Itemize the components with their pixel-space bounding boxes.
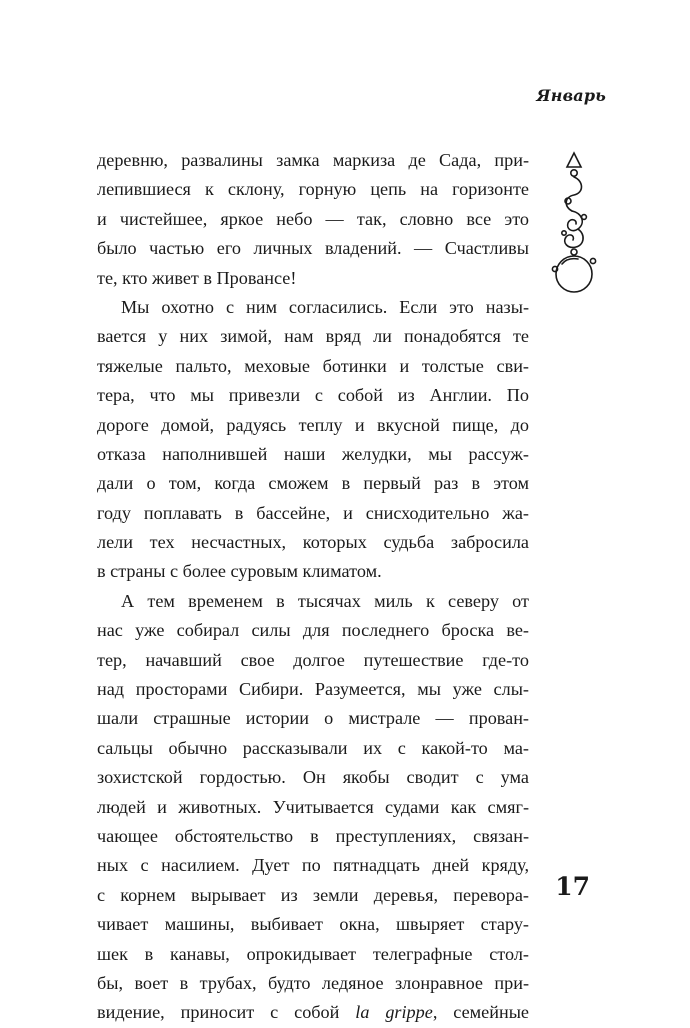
text-line: чающее обстоятельство в преступлениях, связан-	[97, 825, 529, 846]
text-line: людей и животных. Учитывается судами как смяг-	[97, 796, 529, 817]
text-line: лепившиеся к склону, горную цепь на горизонте	[97, 179, 529, 200]
text-line: сальцы обычно рассказывали их с какой-то ма-	[97, 737, 529, 758]
text-line: и чистейшее, яркое небо — так, словно все это	[97, 208, 529, 229]
text-line: году поплавать в бассейне, и снисходительно жа-	[97, 502, 529, 523]
final-line-start: видение, приносит с собой	[97, 1002, 356, 1023]
text-line: вается у них зимой, нам вряд ли понадобятся те	[97, 326, 529, 347]
text-line: нас уже собирал силы для последнего броска ве-	[97, 620, 529, 641]
text-line: ных с насилием. Дует по пятнадцать дней кряду,	[97, 855, 529, 876]
page-number: 17	[555, 872, 590, 901]
text-line: тяжелые пальто, меховые ботинки и толстые сви-	[97, 355, 529, 376]
text-line: было частью его личных владений. — Счастливы	[97, 238, 529, 259]
text-line: в страны с более суровым климатом.	[97, 561, 382, 582]
text-line: А тем временем в тысячах миль к северу от	[121, 590, 529, 611]
swirl-ornament-icon	[550, 151, 598, 299]
text-line: над просторами Сибири. Разумеется, мы уже слы-	[97, 679, 529, 700]
text-line: тера, что мы привезли с собой из Англии. По	[97, 385, 529, 406]
text-line: шек в канавы, опрокидывает телеграфные стол-	[97, 943, 529, 964]
text-line: Мы охотно с ним согласились. Если это назы-	[121, 296, 529, 317]
body-text	[97, 146, 529, 1028]
text-line: деревню, развалины замка маркиза де Сада, при-	[97, 150, 529, 170]
final-line-end: , семейные	[432, 1002, 529, 1023]
text-line: лели тех несчастных, которых судьба забросила	[97, 532, 529, 553]
text-line: чивает машины, выбивает окна, швыряет стару-	[97, 914, 529, 935]
text-line: шали страшные истории о мистрале — прован-	[97, 708, 529, 729]
text-line: с корнем вырывает из земли деревья, перевора-	[97, 884, 529, 905]
text-line: дали о том, когда сможем в первый раз в этом	[97, 473, 529, 494]
text-line: тер, начавший свое долгое путешествие где-то	[97, 649, 529, 670]
running-head: Январь	[536, 86, 606, 105]
text-line: те, кто живет в Провансе!	[97, 267, 297, 288]
italic-phrase: la grippe	[355, 1002, 433, 1023]
text-line-final	[97, 998, 529, 1027]
text-line: бы, воет в трубах, будто ледяное злонравное при-	[97, 972, 529, 993]
text-line: дороге домой, радуясь теплу и вкусной пище, до	[97, 414, 529, 435]
text-line: зохистской гордостью. Он якобы сводит с ума	[97, 767, 529, 788]
text-line: отказа наполнившей наши желудки, мы рассуж-	[97, 443, 529, 464]
